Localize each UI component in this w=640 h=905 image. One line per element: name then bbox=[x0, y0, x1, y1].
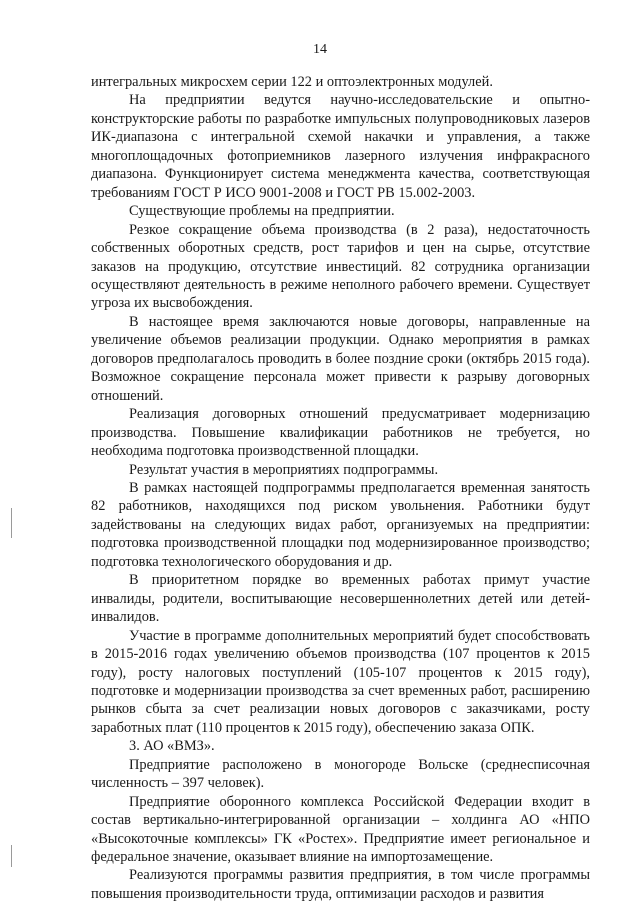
document-body bbox=[91, 73, 590, 903]
paragraph: Существующие проблемы на предприятии. bbox=[129, 203, 395, 220]
paragraph: В приоритетном порядке во временных работах примут участие инвалиды, родители, воспитывающие несовершеннолетних детей или детей-инвалидов. bbox=[91, 572, 590, 626]
paragraph: Предприятие оборонного комплекса Российской Федерации входит в состав вертикально-интегрированной организации – холдинга АО «НПО «Высокоточные комплексы» ГК «Ростех». Предприятие имеет региональное и федеральное значение, оказывает влияние на импортозамещение. bbox=[91, 793, 590, 866]
scan-artifact-line bbox=[11, 508, 12, 538]
paragraph: Участие в программе дополнительных мероприятий будет способствовать в 2015-2016 годах увеличению объемов производства (107 процентов к 2015 году), росту налоговых поступлений (105-107 процентов к 2015 году), подготовке и модернизации производства за счет временных работ, расширению рынков сбыта за счет реализации новых договоров с заказчиками, росту заработных плат (110 процентов к 2015 году), обеспечению заказа ОПК. bbox=[91, 627, 590, 736]
paragraph: интегральных микросхем серии 122 и оптоэлектронных модулей. bbox=[91, 74, 493, 90]
scan-artifact-line bbox=[11, 845, 12, 867]
paragraph: Реализация договорных отношений предусматривает модернизацию производства. Повышение квалификации работников не требуется, но необходима подготовка производственной площадки. bbox=[91, 406, 590, 460]
paragraph: Резкое сокращение объема производства (в 2 раза), недостаточность собственных оборотных средств, рост тарифов и цен на сырье, отсутствие заказов на продукцию, отсутствие инвестиций. 82 сотрудника организации осуществляют деятельность в режиме неполного рабочего времени. Существует угроза их высвобождения. bbox=[91, 221, 590, 312]
paragraph: На предприятии ведутся научно-исследовательские и опытно-конструкторские работы по разработке импульсных полупроводниковых лазеров ИК-диапазона с интегральной схемой накачки и управления, а также многоплощадочных фотоприемников лазерного излучения инфракрасного диапазона. Функционирует система менеджмента качества, соответствующая требованиям ГОСТ Р ИСО 9001-2008 и ГОСТ РВ 15.002-2003. bbox=[91, 92, 590, 201]
paragraph: 3. АО «ВМЗ». bbox=[129, 738, 215, 755]
page-number: 14 bbox=[313, 42, 327, 57]
paragraph: Реализуются программы развития предприятия, в том числе программы повышения производительности труда, оптимизации расходов и развития bbox=[91, 867, 590, 902]
paragraph: В настоящее время заключаются новые договоры, направленные на увеличение объемов реализации продукции. Однако мероприятия в рамках договоров предполагалось проводить в более поздние сроки (октябрь 2015 года). Возможное сокращение персонала может привести к разрыву договорных отношений. bbox=[91, 313, 590, 404]
paragraph: Результат участия в мероприятиях подпрограммы. bbox=[129, 461, 439, 478]
paragraph: В рамках настоящей подпрограммы предполагается временная занятость 82 работников, находящихся под риском увольнения. Работники будут задействованы на следующих видах работ, организуемых на предприятии: подготовка производственной площадки под модернизированное производство; подготовка технологического оборудования и др. bbox=[91, 479, 590, 570]
paragraph: Предприятие расположено в моногороде Вольске (среднесписочная численность – 397 человек). bbox=[91, 756, 590, 792]
